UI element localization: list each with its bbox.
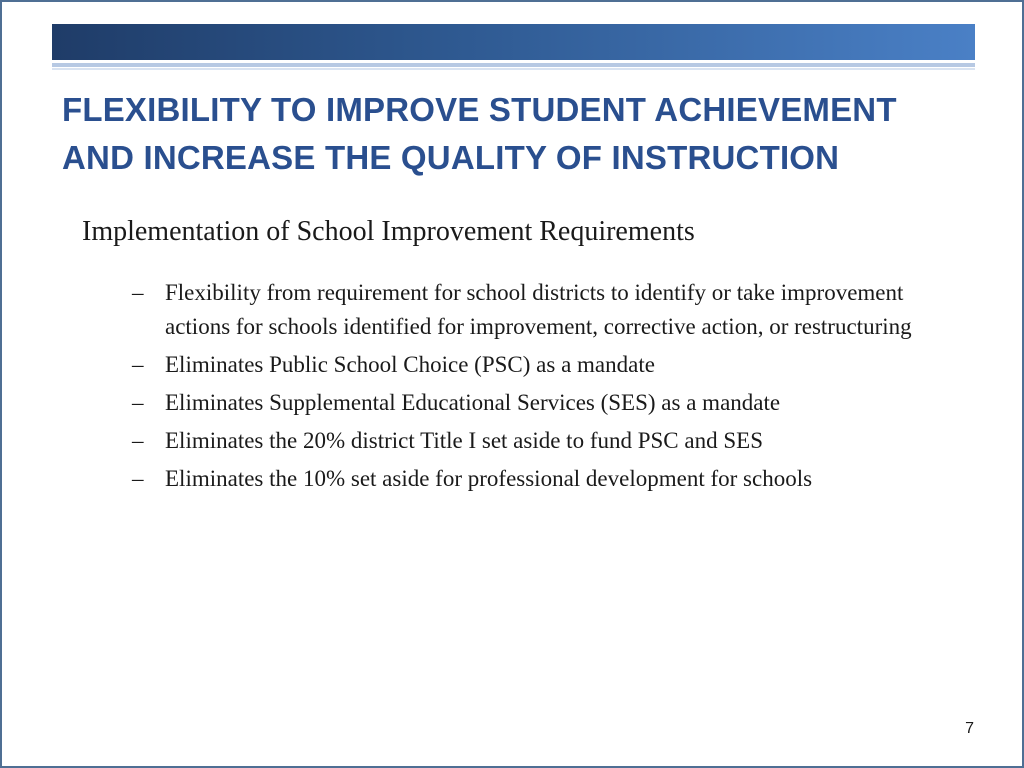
- bullet-item: [132, 386, 962, 420]
- bullet-item: [132, 276, 962, 344]
- bullet-item: [132, 424, 962, 458]
- bullet-text: Eliminates Supplemental Educational Services (SES) as a mandate: [165, 390, 781, 415]
- slide-title-line-1: FLEXIBILITY TO IMPROVE STUDENT ACHIEVEMENT: [62, 91, 897, 128]
- dash-bullet-icon: –: [132, 428, 144, 453]
- header-divider-secondary: [52, 68, 975, 70]
- bullet-text: Eliminates Public School Choice (PSC) as a mandate: [165, 352, 655, 377]
- bullet-item: [132, 462, 962, 496]
- bullet-text: Eliminates the 10% set aside for professional development for schools: [165, 466, 813, 491]
- bullet-item: [132, 348, 962, 382]
- dash-bullet-icon: –: [132, 466, 144, 491]
- bullet-list: [132, 276, 962, 500]
- slide-title-line-2: AND INCREASE THE QUALITY OF INSTRUCTION: [62, 139, 840, 176]
- page-number: 7: [965, 720, 974, 737]
- slide-title: [62, 86, 982, 182]
- bullet-text: Eliminates the 20% district Title I set aside to fund PSC and SES: [165, 428, 763, 453]
- dash-bullet-icon: –: [132, 280, 144, 305]
- header-gradient-bar: [52, 24, 975, 60]
- bullet-text: Flexibility from requirement for school districts to identify or take improvement actions for schools identified for improvement, corrective action, or restructuring: [165, 280, 912, 339]
- dash-bullet-icon: –: [132, 352, 144, 377]
- dash-bullet-icon: –: [132, 390, 144, 415]
- slide-subtitle: Implementation of School Improvement Requirements: [82, 216, 695, 247]
- header-divider: [52, 63, 975, 67]
